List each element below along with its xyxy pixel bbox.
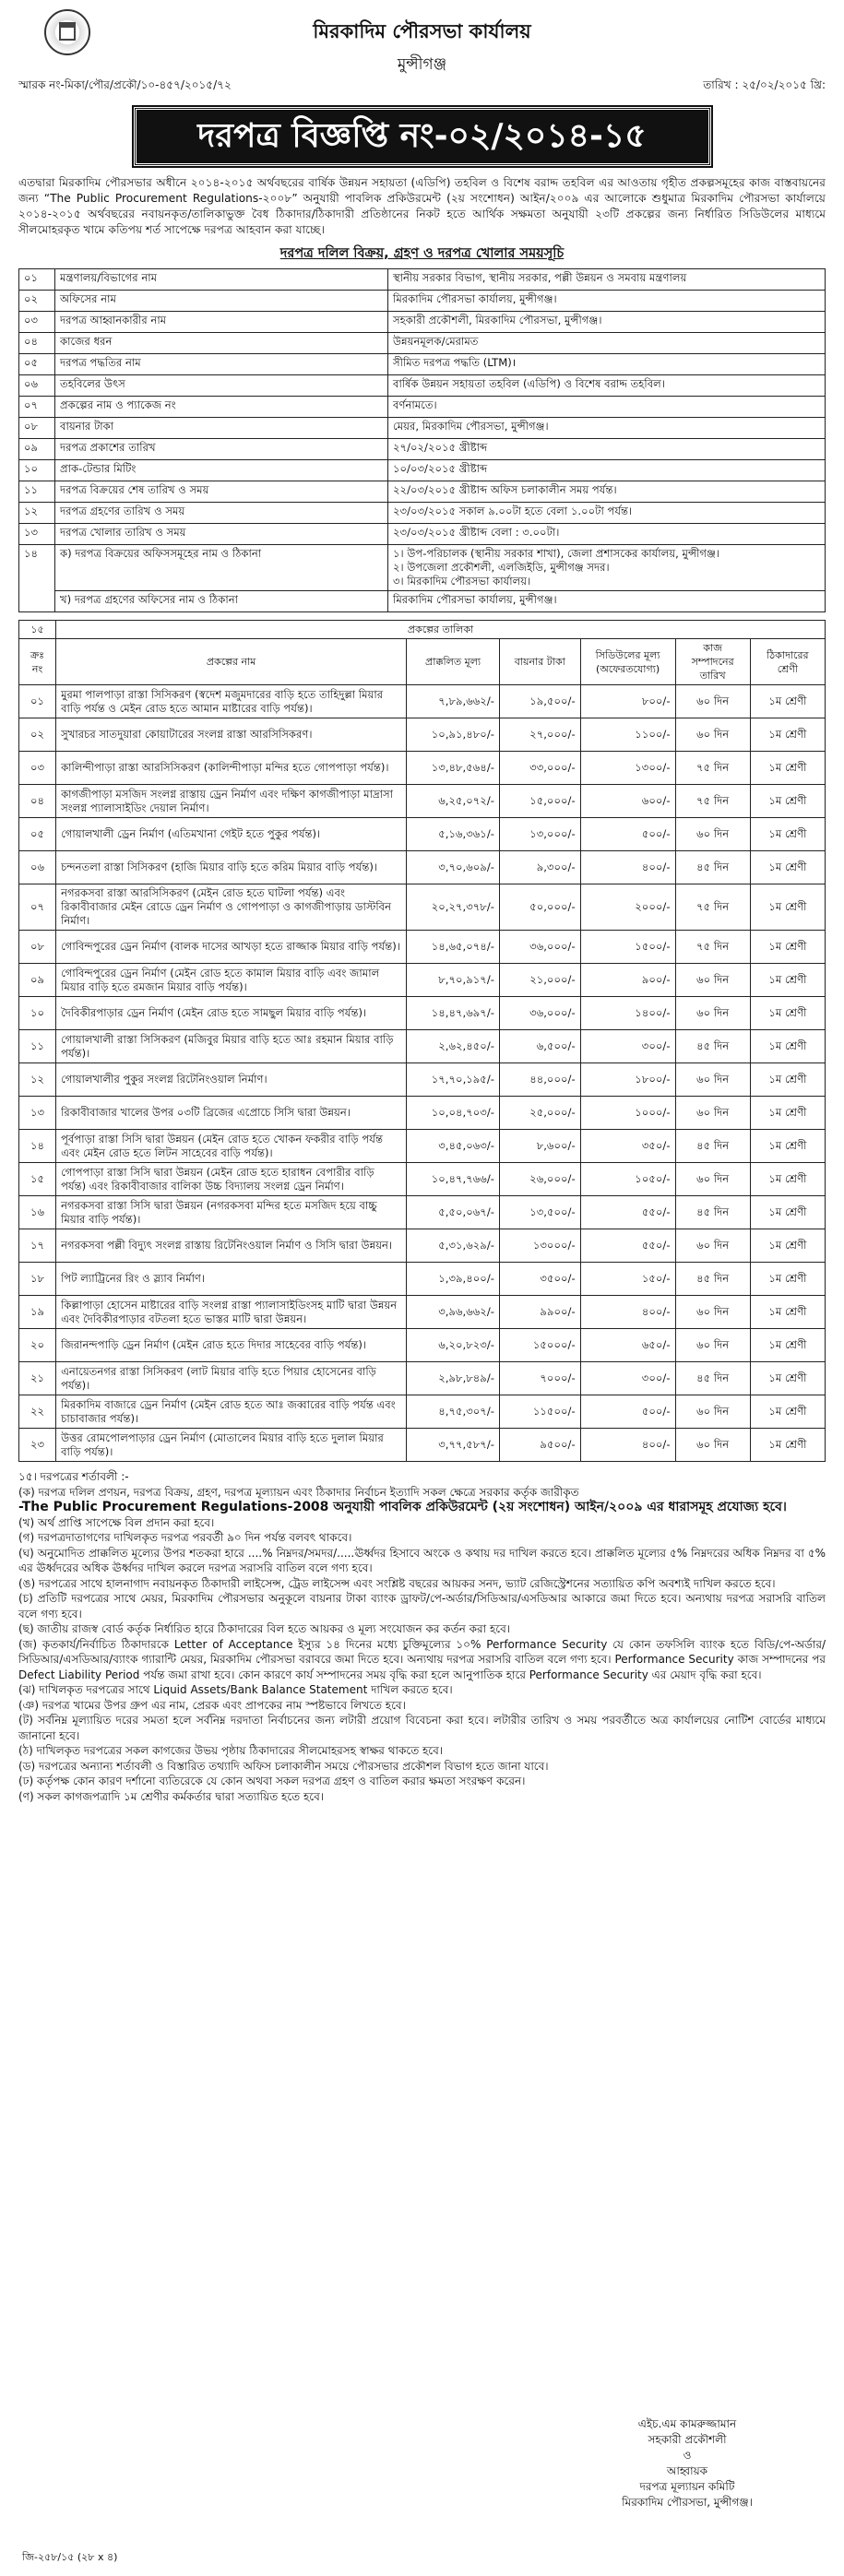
project-name-cell: কিল্লাপাড়া হোসেন মাষ্টারের বাড়ি সংলগ্ন রাস্তা প্যালাসাইডিংসহ মাটি দ্বারা উন্নয়ন এবং দৈবিকীরপাড়ার বটতলা হতে ভাস্তর মাটি দ্বারা উন্নয়ন।: [56, 1296, 407, 1329]
schedule-price-cell: ১৫০০/-: [580, 931, 675, 964]
earnest-cell: ১১৫০০/-: [499, 1395, 580, 1429]
class-cell: ১ম শ্রেণী: [750, 1296, 825, 1329]
class-cell: ১ম শ্রেণী: [750, 1097, 825, 1130]
projects-title: প্রকল্পের তালিকা: [56, 621, 826, 639]
col-estimate: প্রাক্কলিত মূল্য: [407, 639, 500, 685]
serial-cell: ০৫: [19, 818, 56, 851]
schedule-label: দরপত্র বিক্রয়ের শেষ তারিখ ও সময়: [55, 481, 388, 503]
schedule-value: মিরকাদিম পৌরসভা কার্যালয়, মুন্সীগঞ্জ।: [388, 291, 826, 312]
condition-item: (ঝ) দাখিলকৃত দরপত্রের সাথে Liquid Assets/Bank Balance Statement দাখিল করতে হবে।: [18, 1683, 453, 1696]
estimate-cell: ১৪,৪৭,৬৯৭/-: [407, 997, 500, 1030]
conditions: [18, 1469, 826, 1804]
class-cell: ১ম শ্রেণী: [750, 1329, 825, 1362]
serial-cell: ০৭: [19, 884, 56, 931]
serial-cell: ২৩: [19, 1429, 56, 1462]
schedule-row: [19, 524, 826, 545]
completion-cell: ৬০ দিন: [675, 964, 750, 997]
completion-cell: ৬০ দিন: [675, 997, 750, 1030]
estimate-cell: ৬,২০,৮২৩/-: [407, 1329, 500, 1362]
memo-line: [18, 77, 826, 96]
class-cell: ১ম শ্রেণী: [750, 997, 825, 1030]
serial-cell: ২২: [19, 1395, 56, 1429]
estimate-cell: ৩,৭৭,৫৮৭/-: [407, 1429, 500, 1462]
row-number: ০২: [19, 291, 55, 312]
class-cell: ১ম শ্রেণী: [750, 1429, 825, 1462]
schedule-price-cell: ১৫০/-: [580, 1263, 675, 1296]
estimate-cell: ৬,২৫,০৭২/-: [407, 785, 500, 818]
estimate-cell: ৪,৭৫,৩০৭/-: [407, 1395, 500, 1429]
schedule-price-cell: ৫০০/-: [580, 1395, 675, 1429]
project-name-cell: পিট ল্যাট্রিনের রিং ও স্ল্যাব নির্মাণ।: [56, 1263, 407, 1296]
completion-cell: ৬০ দিন: [675, 1429, 750, 1462]
estimate-cell: ৫,৫০,০৬৭/-: [407, 1196, 500, 1229]
project-name-cell: চন্দনতলা রাস্তা সিসিকরণ (হাজি মিয়ার বাড়ি হতে করিম মিয়ার বাড়ি পর্যন্ত)।: [56, 851, 407, 884]
serial-cell: ১৬: [19, 1196, 56, 1229]
estimate-cell: ১০,৪৭,৭৬৬/-: [407, 1163, 500, 1196]
header: [18, 7, 826, 72]
condition-item: (গ) দরপত্রদাতাগণের দাখিলকৃত দরপত্র পরবর্তী ৯০ দিন পর্যন্ত বলবৎ থাকবে।: [18, 1531, 352, 1544]
schedule-price-cell: ৯০০/-: [580, 964, 675, 997]
row-number: ১২: [19, 503, 55, 524]
project-name-cell: নগরকসবা রাস্তা আরসিসিকরণ (মেইন রোড হতে ঘাটলা পর্যন্ত) এবং রিকাবীবাজার মেইন রোডে ড্রেন নির্মাণ ও গোপপাড়া ও কাগজীপাড়ায় ডাস্টবিন নির্মাণ।: [56, 884, 407, 931]
project-name-cell: গোয়ালখালী রাস্তা সিসিকরণ (মজিবুর মিয়ার বাড়ি হতে আঃ রহমান মিয়ার বাড়ি পর্যন্ত)।: [56, 1030, 407, 1063]
schedule-row-14a: [19, 545, 826, 591]
signer-and: ও: [683, 2449, 692, 2462]
schedule-price-cell: ৩০০/-: [580, 1362, 675, 1395]
serial-cell: ০৪: [19, 785, 56, 818]
table-row: [19, 752, 826, 785]
completion-cell: ৭৫ দিন: [675, 931, 750, 964]
serial-cell: ১৩: [19, 1097, 56, 1130]
estimate-cell: ১৪,৬৫,০৭৪/-: [407, 931, 500, 964]
schedule-row: [19, 481, 826, 503]
schedule-label: দরপত্র খোলার তারিখ ও সময়: [55, 524, 388, 545]
schedule-value: ২২/০৩/২০১৫ খ্রীষ্টাব্দ অফিস চলাকালীন সময় পর্যন্ত।: [388, 481, 826, 503]
condition-item: (ঠ) দাখিলকৃত দরপত্রের সকল কাগজের উভয় পৃষ্ঠায় ঠিকাদারের সীলমোহরসহ স্বাক্ষর থাকতে হবে।: [18, 1744, 444, 1757]
notice-title: দরপত্র বিজ্ঞপ্তি নং-০২/২০১৪-১৫: [134, 107, 711, 166]
signer-designation: সহকারী প্রকৌশলী: [648, 2433, 727, 2446]
table-row: [19, 884, 826, 931]
class-cell: ১ম শ্রেণী: [750, 1130, 825, 1163]
col-schedule-price: সিডিউলের মূল্য (অফেরতযোগ্য): [580, 639, 675, 685]
project-name-cell: গোবিন্দপুরের ড্রেন নির্মাণ (বালক দাসের আখড়া হতে রাজ্জাক মিয়ার বাড়ি পর্যন্ত)।: [56, 931, 407, 964]
condition-item: (ঢ) কর্তৃপক্ষ কোন কারণ দর্শানো ব্যতিরেকে যে কোন অথবা সকল দরপত্র গ্রহণ ও বাতিল করার ক্ষমতা সংরক্ষণ করেন।: [18, 1775, 526, 1787]
serial-cell: ০৩: [19, 752, 56, 785]
earnest-cell: ৯৯০০/-: [499, 1296, 580, 1329]
completion-cell: ৭৫ দিন: [675, 752, 750, 785]
serial-cell: ০৮: [19, 931, 56, 964]
schedule-label: বায়নার টাকা: [55, 418, 388, 439]
class-cell: ১ম শ্রেণী: [750, 1362, 825, 1395]
completion-cell: ৬০ দিন: [675, 718, 750, 752]
earnest-cell: ১৩,৫০০/-: [499, 1196, 580, 1229]
serial-cell: ০২: [19, 718, 56, 752]
condition-item: (চ) প্রতিটি দরপত্রের সাথে মেয়র, মিরকাদিম পৌরসভার অনুকূলে বায়নার টাকা ব্যাংক ড্রাফট/পে-অর্ডার/সিডিআর/এসডিআর আকারে জমা দিতে হবে। অন্যথায় দরপত্র সরাসরি বাতিল বলে গণ্য হবে।: [18, 1592, 826, 1620]
earnest-cell: ৩৬,০০০/-: [499, 931, 580, 964]
project-name-cell: কাগজীপাড়া মসজিদ সংলগ্ন রাস্তায় ড্রেন নির্মাণ এবং দক্ষিণ কাগজীপাড়া মাদ্রাসা সংলগ্ন প্যালাসাইডিং দেয়াল নির্মাণ।: [56, 785, 407, 818]
earnest-cell: ২৫,০০০/-: [499, 1097, 580, 1130]
condition-item: (ঙ) দরপত্রের সাথে হালনাগাদ নবায়নকৃত ঠিকাদারী লাইসেন্স, ট্রেড লাইসেন্স এবং সংশ্লিষ্ট বছরের আয়কর সনদ, ভ্যাট রেজিস্ট্রেশনের সত্যায়িত কপি অবশ্যই দাখিল করতে হবে।: [18, 1576, 776, 1590]
schedule-label: মন্ত্রণালয়/বিভাগের নাম: [55, 269, 388, 291]
estimate-cell: ৮,৭০,৯১৭/-: [407, 964, 500, 997]
sale-offices-value: [388, 545, 826, 591]
schedule-price-cell: ১০০০/-: [580, 1097, 675, 1130]
estimate-cell: ১,৩৯,৪০০/-: [407, 1263, 500, 1296]
class-cell: ১ম শ্রেণী: [750, 931, 825, 964]
schedule-price-cell: ৪০০/-: [580, 1296, 675, 1329]
schedule-value: ২৩/০৩/২০১৫ খ্রীষ্টাব্দ বেলা : ৩.০০টা।: [388, 524, 826, 545]
schedule-value: বার্ষিক উন্নয়ন সহায়তা তহবিল (এডিপি) ও বিশেষ বরাদ্দ তহবিল।: [388, 375, 826, 397]
project-name-cell: জিরানন্দপাড়ি ড্রেন নির্মাণ (মেইন রোড হতে দিদার সাহেবের বাড়ি পর্যন্ত)।: [56, 1329, 407, 1362]
serial-cell: ০৬: [19, 851, 56, 884]
sale-office-1: ১। উপ-পরিচালক (স্থানীয় সরকার শাখা), জেলা প্রশাসকের কার্যালয়, মুন্সীগঞ্জ।: [393, 547, 720, 560]
serial-cell: ২১: [19, 1362, 56, 1395]
estimate-cell: ১০,৯১,৪৮০/-: [407, 718, 500, 752]
schedule-price-cell: ২০০০/-: [580, 884, 675, 931]
project-name-cell: নগরকসবা রাস্তা সিসি দ্বারা উন্নয়ন (নগরকসবা মন্দির হতে মসজিদ হয়ে বাচ্চু মিয়ার বাড়ি পর্যন্ত)।: [56, 1196, 407, 1229]
completion-cell: ৬০ দিন: [675, 1395, 750, 1429]
schedule-row: [19, 439, 826, 460]
table-row: [19, 1429, 826, 1462]
schedule-label: তহবিলের উৎস: [55, 375, 388, 397]
table-row: [19, 718, 826, 752]
completion-cell: ৪৫ দিন: [675, 1130, 750, 1163]
section-number: ১৫: [19, 621, 56, 639]
earnest-cell: ৭০০০/-: [499, 1362, 580, 1395]
earnest-cell: ২৭,০০০/-: [499, 718, 580, 752]
earnest-cell: ৬,৫০০/-: [499, 1030, 580, 1063]
condition-item: -The Public Procurement Regulations-2008 অনুযায়ী পাবলিক প্রকিউরমেন্ট (২য় সংশোধন) আইন/২০০৯ এর ধারাসমূহ প্রযোজ্য হবে।: [18, 1500, 787, 1514]
receive-office-label: খ) দরপত্র গ্রহণের অফিসের নাম ও ঠিকানা: [55, 591, 388, 612]
memo-number: স্মারক নং-মিকা/পৌর/প্রকৌ/১০-৪৫৭/২০১৫/৭২: [18, 78, 232, 91]
schedule-title: দরপত্র দলিল বিক্রয়, গ্রহণ ও দরপত্র খোলার সময়সূচি: [279, 246, 565, 261]
earnest-cell: ২১,০০০/-: [499, 964, 580, 997]
schedule-label: প্রকল্পের নাম ও প্যাকেজ নং: [55, 397, 388, 418]
schedule-row: [19, 333, 826, 354]
class-cell: ১ম শ্রেণী: [750, 1030, 825, 1063]
schedule-price-cell: ১৪০০/-: [580, 997, 675, 1030]
estimate-cell: ৩,৪৫,০৬৩/-: [407, 1130, 500, 1163]
table-row: [19, 818, 826, 851]
estimate-cell: ১৩,৪৮,৫৬৪/-: [407, 752, 500, 785]
schedule-label: দরপত্র প্রকাশের তারিখ: [55, 439, 388, 460]
project-name-cell: রিকাবীবাজার খালের উপর ০৩টি ব্রিজের এপ্রোচে সিসি দ্বারা উন্নয়ন।: [56, 1097, 407, 1130]
earnest-cell: ২৬,০০০/-: [499, 1163, 580, 1196]
office-location: মুন্সীগঞ্জ: [397, 55, 447, 74]
project-name-cell: পূর্বপাড়া রাস্তা সিসি দ্বারা উন্নয়ন (মেইন রোড হতে খোকন ফকরীর বাড়ি পর্যন্ত এবং মেইন রোড হতে লিটন সাহেবের বাড়ি পর্যন্ত)।: [56, 1130, 407, 1163]
row-number: ১৪: [19, 545, 55, 612]
schedule-row: [19, 397, 826, 418]
serial-cell: ১২: [19, 1063, 56, 1097]
class-cell: ১ম শ্রেণী: [750, 851, 825, 884]
estimate-cell: ৭,৮৯,৬৬২/-: [407, 685, 500, 718]
earnest-cell: ১৫,০০০/-: [499, 785, 580, 818]
schedule-row: [19, 460, 826, 481]
table-row: [19, 1163, 826, 1196]
schedule-price-cell: ৪০০/-: [580, 1429, 675, 1462]
office-name: মিরকাদিম পৌরসভা কার্যালয়: [313, 20, 531, 42]
project-name-cell: গোবিন্দপুরের ড্রেন নির্মাণ (মেইন রোড হতে কামাল মিয়ার বাড়ি এবং জামাল মিয়ার বাড়ি হতে রমজান মিয়ার বাড়ি পর্যন্ত)।: [56, 964, 407, 997]
completion-cell: ৬০ দিন: [675, 685, 750, 718]
schedule-price-cell: ৩০০/-: [580, 1030, 675, 1063]
signer-role: আহ্বায়ক: [666, 2464, 708, 2477]
completion-cell: ৬০ দিন: [675, 1163, 750, 1196]
projects-table: [18, 620, 826, 1462]
schedule-value: স্থানীয় সরকার বিভাগ, স্থানীয় সরকার, পল্লী উন্নয়ন ও সমবায় মন্ত্রণালয়: [388, 269, 826, 291]
estimate-cell: ২,৯৮,৮৪৯/-: [407, 1362, 500, 1395]
earnest-cell: ১৩০০০/-: [499, 1229, 580, 1263]
schedule-label: কাজের ধরন: [55, 333, 388, 354]
schedule-value: সহকারী প্রকৌশলী, মিরকাদিম পৌরসভা, মুন্সীগঞ্জ।: [388, 312, 826, 333]
completion-cell: ৬০ দিন: [675, 1296, 750, 1329]
completion-cell: ৬০ দিন: [675, 1097, 750, 1130]
col-contractor-class: ঠিকাদারের শ্রেণী: [750, 639, 825, 685]
earnest-cell: ৫০,০০০/-: [499, 884, 580, 931]
row-number: ১৩: [19, 524, 55, 545]
schedule-row: [19, 269, 826, 291]
serial-cell: ১৯: [19, 1296, 56, 1329]
signature-block: [567, 2416, 807, 2511]
memo-date: তারিখ : ২৫/০২/২০১৫ খ্রি:: [703, 78, 826, 91]
signer-name: এইচ.এম কামরুজ্জামান: [637, 2417, 737, 2430]
estimate-cell: ২,৬২,৪৫০/-: [407, 1030, 500, 1063]
project-name-cell: মিরকাদিম বাজারে ড্রেন নির্মাণ (মেইন রোড হতে আঃ জব্বারের বাড়ি পর্যন্ত এবং চাচাবাজার পর্যন্ত)।: [56, 1395, 407, 1429]
schedule-label: অফিসের নাম: [55, 291, 388, 312]
row-number: ০১: [19, 269, 55, 291]
table-row: [19, 685, 826, 718]
conditions-heading: ১৫। দরপত্রের শর্তাবলী :-: [18, 1470, 129, 1483]
completion-cell: ৬০ দিন: [675, 1229, 750, 1263]
table-row: [19, 1030, 826, 1063]
schedule-price-cell: ১৩০০/-: [580, 752, 675, 785]
earnest-cell: ৩৬,০০০/-: [499, 997, 580, 1030]
receive-office-value: মিরকাদিম পৌরসভা কার্যালয়, মুন্সীগঞ্জ।: [388, 591, 826, 612]
earnest-cell: ৩৩,০০০/-: [499, 752, 580, 785]
schedule-row: [19, 375, 826, 397]
estimate-cell: ৩,৯৬,৬৬২/-: [407, 1296, 500, 1329]
table-row: [19, 997, 826, 1030]
schedule-value: ২৩/০৩/২০১৫ সকাল ৯.০০টা হতে বেলা ১.০০টা পর্যন্ত।: [388, 503, 826, 524]
schedule-label: দরপত্র গ্রহণের তারিখ ও সময়: [55, 503, 388, 524]
table-row: [19, 1229, 826, 1263]
serial-cell: ১১: [19, 1030, 56, 1063]
class-cell: ১ম শ্রেণী: [750, 785, 825, 818]
table-row: [19, 1196, 826, 1229]
municipality-seal-icon: [44, 9, 90, 55]
earnest-cell: ১৩,০০০/-: [499, 818, 580, 851]
completion-cell: ৭৫ দিন: [675, 884, 750, 931]
schedule-value: সীমিত দরপত্র পদ্ধতি (LTM)।: [388, 354, 826, 375]
class-cell: ১ম শ্রেণী: [750, 752, 825, 785]
earnest-cell: ৩৫০০/-: [499, 1263, 580, 1296]
completion-cell: ৪৫ দিন: [675, 1263, 750, 1296]
schedule-price-cell: ৫০০/-: [580, 818, 675, 851]
condition-item: (জ) কৃতকার্য/নির্বাচিত ঠিকাদারকে Letter of Acceptance ইস্যুর ১৪ দিনের মধ্যে চুক্তিমূল্যের ১০% Performance Security যে কোন তফসিলি ব্যাংক হতে বিডি/পে-অর্ডার/সিডিআর/এসডিআর/ব্যাংক গ্যারান্টি মেয়র, মিরকাদিম পৌরসভা বরাবরে জমা দিতে হবে। অন্যথায় দরপত্র সরাসরি বাতিল বলে গণ্য হবে। Performance Security কাজ সম্পাদনের পর Defect Liability Period পর্যন্ত জমা রাখা হবে। কোন কারণে কার্য সম্পাদনের সময় বৃদ্ধি করা হলে আনুপাতিক হারে Performance Security এর মেয়াদ বৃদ্ধি করা হবে।: [18, 1637, 826, 1681]
schedule-price-cell: ৬০০/-: [580, 785, 675, 818]
serial-cell: ১৪: [19, 1130, 56, 1163]
project-name-cell: মুরমা পালপাড়া রাস্তা সিসিকরণ (স্বদেশ মজুমদারের বাড়ি হতে তাহিদুল্লা মিয়ার বাড়ি পর্যন্ত ও মেইন রোড হতে আমান মাষ্টারের বাড়ি পর্যন্ত)।: [56, 685, 407, 718]
class-cell: ১ম শ্রেণী: [750, 818, 825, 851]
schedule-label: দরপত্র আহ্বানকারীর নাম: [55, 312, 388, 333]
class-cell: ১ম শ্রেণী: [750, 718, 825, 752]
schedule-row: [19, 354, 826, 375]
serial-cell: ২০: [19, 1329, 56, 1362]
schedule-price-cell: ৪০০/-: [580, 851, 675, 884]
project-name-cell: নগরকসবা পল্লী বিদ্যুৎ সংলগ্ন রাস্তায় রিটেনিংওয়াল নির্মাণ ও সিসি দ্বারা উন্নয়ন।: [56, 1229, 407, 1263]
estimate-cell: ৩,৭০,৬০৯/-: [407, 851, 500, 884]
earnest-cell: ৪৪,০০০/-: [499, 1063, 580, 1097]
condition-item: (ঘ) অনুমোদিত প্রাক্কলিত মূল্যের উপর শতকরা হারে ....% নিম্নদর/সমদর/.....ঊর্ধ্বদর হিসাবে অংকে ও কথায় দর দাখিল করতে হবে। প্রাক্কলিত মূল্যের ৫% নিম্নদরের অধিক নিম্নদর বা ৫% এর ঊর্ধ্বদরের অধিক ঊর্ধ্বদর দাখিল করলে দরপত্র সরাসরি বাতিল বলে গণ্য হবে।: [18, 1546, 826, 1574]
sale-offices-label: ক) দরপত্র বিক্রয়ের অফিসসমূহের নাম ও ঠিকানা: [55, 545, 388, 591]
project-name-cell: কালিন্দীপাড়া রাস্তা আরসিসিকরণ (কালিন্দীপাড়া মন্দির হতে গোপপাড়া পর্যন্ত)।: [56, 752, 407, 785]
earnest-cell: ৯৫০০/-: [499, 1429, 580, 1462]
class-cell: ১ম শ্রেণী: [750, 685, 825, 718]
schedule-price-cell: ১০৫০/-: [580, 1163, 675, 1196]
estimate-cell: ১৭,৭০,১৯৫/-: [407, 1063, 500, 1097]
schedule-row: [19, 418, 826, 439]
row-number: ০৪: [19, 333, 55, 354]
table-row: [19, 1395, 826, 1429]
schedule-label: দরপত্র পদ্ধতির নাম: [55, 354, 388, 375]
serial-cell: ১০: [19, 997, 56, 1030]
serial-cell: ১৫: [19, 1163, 56, 1196]
table-row: [19, 785, 826, 818]
completion-cell: ৪৫ দিন: [675, 851, 750, 884]
condition-item: (ড) দরপত্রের অন্যান্য শর্তাবলী ও বিস্তারিত তথ্যাদি অফিস চলাকালীন সময়ে পৌরসভার প্রকৌশল বিভাগ হতে জানা যাবে।: [18, 1759, 549, 1773]
class-cell: ১ম শ্রেণী: [750, 1063, 825, 1097]
condition-item: (ছ) জাতীয় রাজস্ব বোর্ড কর্তৃক নির্ধারিত হারে ঠিকাদারের বিল হতে আয়কর ও মূল্য সংযোজন কর কর্তন করা হবে।: [18, 1622, 511, 1635]
row-number: ১১: [19, 481, 55, 503]
project-name-cell: এনায়েতনগর রাস্তা সিসিকরণ (লাট মিয়ার বাড়ি হতে পিয়ার হোসেনের বাড়ি পর্যন্ত)।: [56, 1362, 407, 1395]
class-cell: ১ম শ্রেণী: [750, 1395, 825, 1429]
schedule-label: প্রাক-টেন্ডার মিটিং: [55, 460, 388, 481]
completion-cell: ৬০ দিন: [675, 1063, 750, 1097]
intro-paragraph: এতদ্বারা মিরকাদিম পৌরসভার অধীনে ২০১৪-২০১৫ অর্থবছরের বার্ষিক উন্নয়ন সহায়তা (এডিপি) তহবিল ও বিশেষ বরাদ্দ তহবিল এর আওতায় গৃহীত প্রকল্পসমূহের কাজ বাস্তবায়নের জন্য “The Public Procurement Regulations-২০০৮” অনুযায়ী পাবলিক প্রকিউরমেন্ট (২য় সংশোধন) আইন/২০০৯ এর আলোকে শুধুমাত্র মিরকাদিম পৌরসভা কার্যালয়ে ২০১৪-২০১৫ অর্থবছরের নবায়নকৃত/তালিকাভুক্ত বৈধ ঠিকাদার/ঠিকাদারী প্রতিষ্ঠানের নিকট হতে আর্থিক সক্ষমতা অনুযায়ী ২৩টি প্রকল্পের জন্য নির্ধারিত সিডিউলের মাধ্যমে সীলমোহরকৃত খামে কতিপয় শর্ত সাপেক্ষে দরপত্র আহবান করা যাচ্ছে।: [18, 176, 826, 236]
completion-cell: ৪৫ দিন: [675, 1196, 750, 1229]
estimate-cell: ১০,০৪,৭০৩/-: [407, 1097, 500, 1130]
class-cell: ১ম শ্রেণী: [750, 884, 825, 931]
schedule-value: বর্ণনামতে।: [388, 397, 826, 418]
estimate-cell: ৫,১৬,৩৬১/-: [407, 818, 500, 851]
estimate-cell: ২০,২৭,৩৭৮/-: [407, 884, 500, 931]
schedule-price-cell: ৬৫০/-: [580, 1329, 675, 1362]
table-row: [19, 964, 826, 997]
schedule-value: ১০/০৩/২০১৫ খ্রীষ্টাব্দ: [388, 460, 826, 481]
schedule-price-cell: ১৮০০/-: [580, 1063, 675, 1097]
table-row: [19, 1130, 826, 1163]
table-row: [19, 1097, 826, 1130]
schedule-row: [19, 291, 826, 312]
schedule-price-cell: ১১০০/-: [580, 718, 675, 752]
col-completion: কাজ সম্পাদনের তারিখ: [675, 639, 750, 685]
completion-cell: ৬০ দিন: [675, 1329, 750, 1362]
table-row: [19, 851, 826, 884]
serial-cell: ১৮: [19, 1263, 56, 1296]
schedule-value: ২৭/০২/২০১৫ খ্রীষ্টাব্দ: [388, 439, 826, 460]
completion-cell: ৪৫ দিন: [675, 1030, 750, 1063]
project-name-cell: গোয়ালখালীর পুকুর সংলগ্ন রিটেনিংওয়াল নির্মাণ।: [56, 1063, 407, 1097]
table-row: [19, 1063, 826, 1097]
row-number: ০৮: [19, 418, 55, 439]
row-number: ০৫: [19, 354, 55, 375]
sale-office-2: ২। উপজেলা প্রকৌশলী, এলজিইডি, মুন্সীগঞ্জ সদর।: [393, 561, 610, 574]
row-number: ০৭: [19, 397, 55, 418]
earnest-cell: ৮,৬০০/-: [499, 1130, 580, 1163]
row-number: ০৩: [19, 312, 55, 333]
earnest-cell: ১৯,৫০০/-: [499, 685, 580, 718]
class-cell: ১ম শ্রেণী: [750, 964, 825, 997]
schedule-price-cell: ৫৫০/-: [580, 1229, 675, 1263]
class-cell: ১ম শ্রেণী: [750, 1263, 825, 1296]
table-row: [19, 1329, 826, 1362]
estimate-cell: ৫,৩১,৬২৯/-: [407, 1229, 500, 1263]
earnest-cell: ৯,৩০০/-: [499, 851, 580, 884]
print-code: জি-২৫৮/১৫ (২৮ x ৪): [22, 2551, 118, 2563]
project-name-cell: গোয়ালখালী ড্রেন নির্মাণ (এতিমখানা গেইট হতে পুকুর পর্যন্ত)।: [56, 818, 407, 851]
earnest-cell: ১৫০০০/-: [499, 1329, 580, 1362]
table-row: [19, 1362, 826, 1395]
col-project-name: প্রকল্পের নাম: [56, 639, 407, 685]
signer-office: মিরকাদিম পৌরসভা, মুন্সীগঞ্জ।: [622, 2496, 753, 2509]
project-name-cell: উত্তর রোমপোলপাড়ার ড্রেন নির্মাণ (মোতালেব মিয়ার বাড়ি হতে দুলাল মিয়ার বাড়ি পর্যন্ত)।: [56, 1429, 407, 1462]
schedule-price-cell: ৫৫০/-: [580, 1196, 675, 1229]
schedule-row: [19, 312, 826, 333]
schedule-price-cell: ৩৫০/-: [580, 1130, 675, 1163]
condition-item: (ঞ) দরপত্র খামের উপর গ্রুপ এর নাম, প্রেরক এবং প্রাপকের নাম স্পষ্টভাবে লিখতে হবে।: [18, 1698, 406, 1712]
schedule-value: উন্নয়নমূলক/মেরামত: [388, 333, 826, 354]
condition-item: (ণ) সকল কাগজপত্রাদি ১ম শ্রেণীর কর্মকর্তার দ্বারা সত্যায়িত হতে হবে।: [18, 1789, 325, 1803]
project-name-cell: দৈবিকীরপাড়ার ড্রেন নির্মাণ (মেইন রোড হতে সামছুল মিয়ার বাড়ি পর্যন্ত)।: [56, 997, 407, 1030]
serial-cell: ১৭: [19, 1229, 56, 1263]
serial-cell: ০১: [19, 685, 56, 718]
condition-item: (খ) অর্থ প্রাপ্তি সাপেক্ষে বিল প্রদান করা হবে।: [18, 1515, 215, 1529]
row-number: ০৯: [19, 439, 55, 460]
table-row: [19, 1263, 826, 1296]
col-serial: ক্রঃ নং: [19, 639, 56, 685]
row-number: ১০: [19, 460, 55, 481]
serial-cell: ০৯: [19, 964, 56, 997]
schedule-value: মেয়র, মিরকাদিম পৌরসভা, মুন্সীগঞ্জ।: [388, 418, 826, 439]
row-number: ০৬: [19, 375, 55, 397]
completion-cell: ৪৫ দিন: [675, 1362, 750, 1395]
class-cell: ১ম শ্রেণী: [750, 1163, 825, 1196]
class-cell: ১ম শ্রেণী: [750, 1229, 825, 1263]
table-row: [19, 1296, 826, 1329]
condition-item: (ক) দরপত্র দলিল প্রণয়ন, দরপত্র বিক্রয়, গ্রহণ, দরপত্র মূল্যায়ন এবং ঠিকাদার নির্বাচন ইত্যাদি সকল ক্ষেত্রে সরকার কর্তৃক জারীকৃত: [18, 1485, 579, 1499]
completion-cell: ৭৫ দিন: [675, 785, 750, 818]
sale-office-3: ৩। মিরকাদিম পৌরসভা কার্যালয়।: [393, 575, 531, 588]
signer-committee: দরপত্র মূল্যায়ন কমিটি: [639, 2480, 735, 2493]
completion-cell: ৬০ দিন: [675, 818, 750, 851]
project-name-cell: গোপপাড়া রাস্তা সিসি দ্বারা উন্নয়ন (মেইন রোড হতে হারাধন বেপারীর বাড়ি পর্যন্ত) এবং রিকাবীবাজার বালিকা উচ্চ বিদ্যালয় সংলগ্ন ড্রেন নির্মাণ।: [56, 1163, 407, 1196]
schedule-row: [19, 503, 826, 524]
table-row: [19, 931, 826, 964]
col-earnest: বায়নার টাকা: [499, 639, 580, 685]
schedule-price-cell: ৮০০/-: [580, 685, 675, 718]
schedule-row-14b: [19, 591, 826, 612]
schedule-table: [18, 268, 826, 612]
class-cell: ১ম শ্রেণী: [750, 1196, 825, 1229]
project-name-cell: সুখারচর সাতদুয়ারা কোয়াটারের সংলগ্ন রাস্তা আরসিসিকরণ।: [56, 718, 407, 752]
condition-item: (ট) সর্বনিম্ন মূল্যায়িত দরের সমতা হলে সর্বনিম্ন দরদাতা নির্বাচনের জন্য লটারী প্রয়োগ বিবেচনা করা হবে। লটারীর তারিখ ও সময় পরবর্তীতে অত্র কার্যালয়ের নোটিশ বোর্ডের মাধ্যমে জানানো হবে।: [18, 1714, 826, 1742]
